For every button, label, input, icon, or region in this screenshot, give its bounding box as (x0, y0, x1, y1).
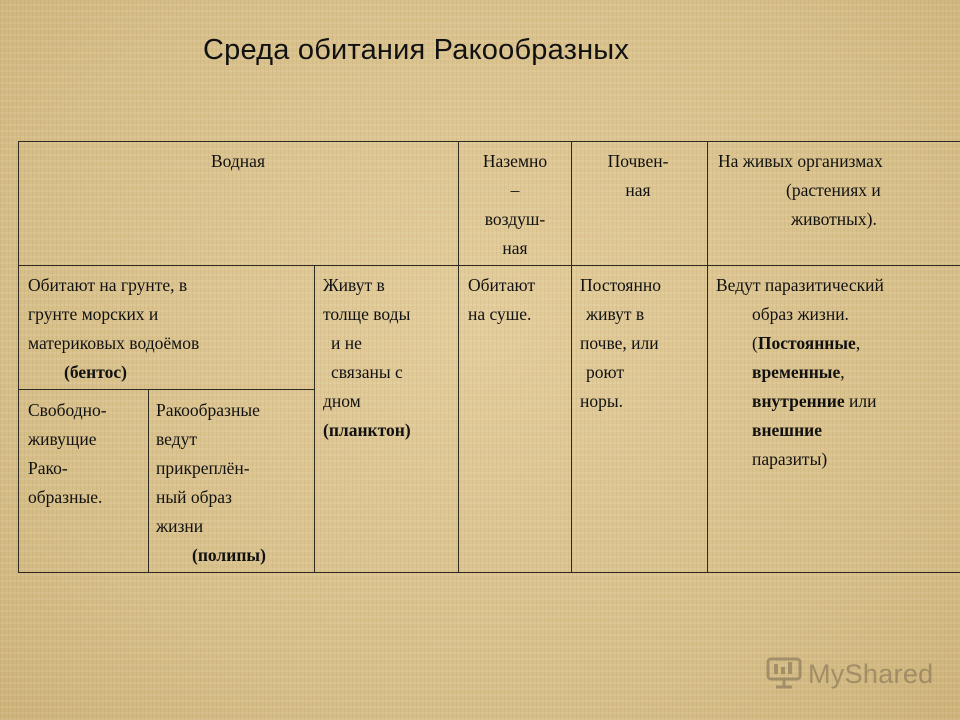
table-border-left (18, 141, 19, 573)
term-plankton: (планктон) (323, 420, 411, 440)
header-water: Водная (210, 151, 265, 171)
term-external: внешние (752, 420, 823, 440)
page-title: Среда обитания Ракообразных (203, 34, 630, 66)
watermark-logo (766, 655, 933, 694)
cell-free-living: Свободно- живущие Рако- образные. (28, 400, 107, 507)
term-temporary: временные (752, 362, 841, 382)
table-col-divider-organisms (707, 141, 708, 573)
habitat-table (18, 141, 960, 573)
table-col-divider-soil (571, 141, 572, 573)
cell-benthos: Обитают на грунте, в грунте морских и материковых водоёмов (бентос) (28, 275, 200, 382)
table-col-divider-land (458, 141, 459, 573)
presentation-board-icon (766, 655, 802, 694)
term-internal: внутренние (752, 391, 845, 411)
cell-plankton: Живут в толще воды и не связаны с дном (планктон) (323, 275, 411, 440)
table-col-divider-plankton (314, 265, 315, 573)
table-border-top (18, 141, 960, 142)
table-col-divider-free (148, 389, 149, 573)
term-permanent: Постоянные (757, 333, 856, 353)
watermark-text: MyShared (808, 659, 934, 689)
header-soil: Почвен- ная (607, 151, 669, 200)
cell-soil: Постоянно живут в почве, или роют норы. (580, 275, 661, 411)
table-benthos-divider (18, 389, 314, 390)
header-on-organisms: На живых организмах (растениях и животных). (718, 151, 883, 229)
cell-land: Обитают на суше. (468, 275, 536, 324)
term-benthos: (бентос) (64, 362, 127, 382)
table-border-bottom (18, 572, 960, 573)
cell-parasite: Ведут паразитический образ жизни. (Постоянные, временные, внутренние или внешние паразиты) (716, 275, 884, 469)
header-ground-air: Наземно – воздуш- ная (482, 151, 548, 258)
table-header-divider (18, 265, 960, 266)
cell-attached: Ракообразные ведут прикреплён- ный образ жизни (полипы) (156, 400, 266, 565)
term-polyps: (полипы) (192, 545, 266, 565)
